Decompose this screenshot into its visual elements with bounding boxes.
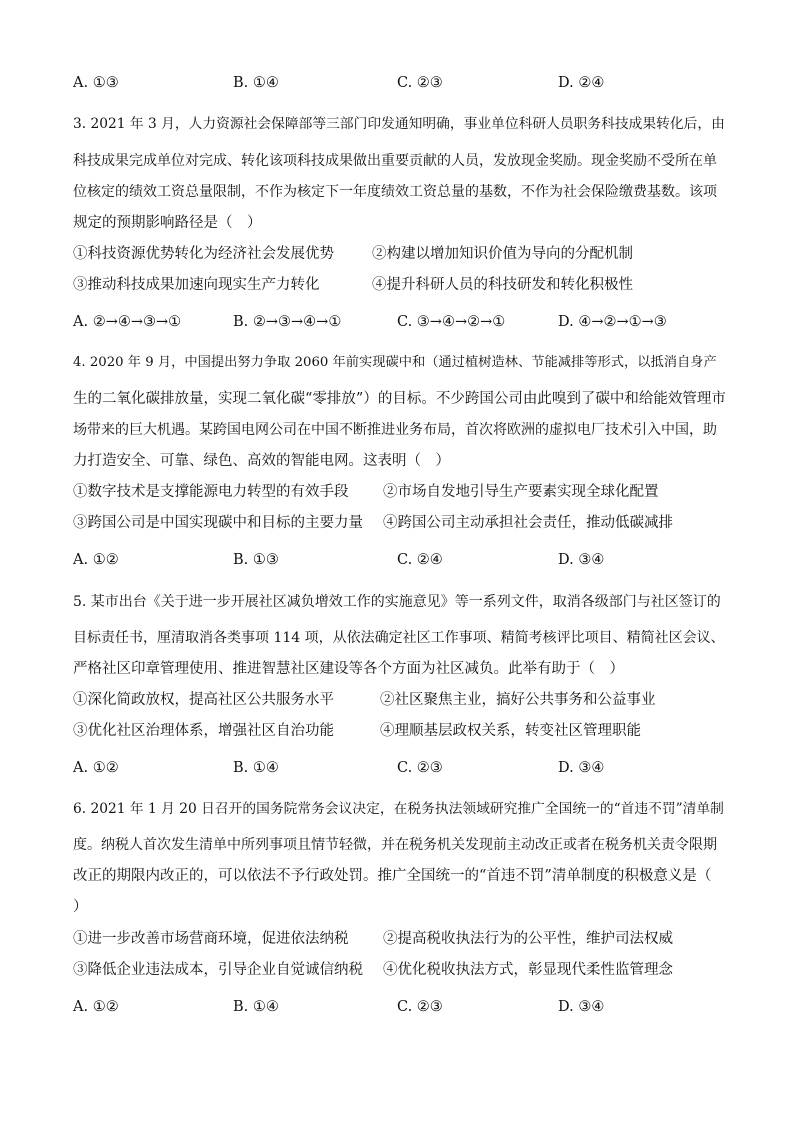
question-4-line: 力打造安全、可靠、绿色、高效的智能电网。这表明（ ）	[73, 453, 450, 469]
statement-1: ①深化简政放权，提高社区公共服务水平	[73, 692, 334, 708]
statement-4: ④提升科研人员的科技研发和转化积极性	[372, 277, 633, 293]
statement-3: ③跨国公司是中国实现碳中和目标的主要力量	[73, 515, 363, 531]
option-d: D. ②④	[558, 75, 605, 91]
option-a: A. ①②	[73, 552, 119, 568]
statement-3: ③降低企业违法成本，引导企业自觉诚信纳税	[73, 962, 363, 978]
option-d: D. ④→②→①→③	[558, 314, 667, 330]
option-d: D. ③④	[558, 999, 605, 1015]
option-c: C. ②③	[397, 760, 443, 776]
question-6-line: 改正的期限内改正的，可以依法不予行政处罚。推广全国统一的“首违不罚”清单制度的积极意义是（	[73, 868, 712, 884]
statement-4: ④优化税收执法方式，彰显现代柔性监管理念	[383, 962, 673, 978]
question-4-line: 场带来的巨大机遇。某跨国电网公司在中国不断推进业务布局，首次将欧洲的虚拟电厂技术引入中国，助	[73, 422, 717, 438]
question-5-line: 严格社区印章管理使用、推进智慧社区建设等各个方面为社区减负。此举有助于（ ）	[73, 661, 624, 677]
question-3-line: 3. 2021 年 3 月，人力资源社会保障部等三部门印发通知明确，事业单位科研人员职务科技成果转化后，由	[73, 116, 725, 132]
statement-2: ②构建以增加知识价值为导向的分配机制	[372, 246, 633, 262]
option-a: A. ①②	[73, 760, 119, 776]
question-6-line: ）	[73, 899, 88, 915]
option-c: C. ②③	[397, 999, 443, 1015]
question-3-line: 科技成果完成单位对完成、转化该项科技成果做出重要贡献的人员，发放现金奖励。现金奖励不受所在单	[73, 153, 717, 169]
question-4-line: 生的二氧化碳排放量，实现二氧化碳“零排放”）的目标。不少跨国公司由此嗅到了碳中和给能效管理市	[73, 391, 726, 407]
option-a: A. ②→④→③→①	[73, 314, 182, 330]
option-d: D. ③④	[558, 552, 605, 568]
question-3-line: 位核定的绩效工资总量限制，不作为核定下一年度绩效工资总量的基数，不作为社会保险缴费基数。该项	[73, 184, 717, 200]
option-b: B. ①④	[233, 999, 279, 1015]
statement-2: ②市场自发地引导生产要素实现全球化配置	[383, 484, 659, 500]
question-5-line: 目标责任书，厘清取消各类事项 114 项，从依法确定社区工作事项、精简考核评比项目、精简社区会议、	[73, 630, 725, 646]
statement-2: ②提高税收执法行为的公平性，维护司法权威	[383, 931, 673, 947]
statement-1: ①进一步改善市场营商环境，促进依法纳税	[73, 931, 349, 947]
statement-1: ①数字技术是支撑能源电力转型的有效手段	[73, 484, 349, 500]
option-c: C. ②③	[397, 75, 443, 91]
option-c: C. ③→④→②→①	[397, 314, 506, 330]
question-5-line: 5. 某市出台《关于进一步开展社区减负增效工作的实施意见》等一系列文件，取消各级部门与社区签订的	[73, 594, 721, 610]
statement-2: ②社区聚焦主业，搞好公共事务和公益事业	[380, 692, 656, 708]
option-b: B. ①④	[233, 760, 279, 776]
question-3-line: 规定的预期影响路径是（ ）	[73, 215, 262, 231]
option-a: A. ①③	[73, 75, 119, 91]
question-6-line: 度。纳税人首次发生清单中所列事项且情节轻微，并在税务机关发现前主动改正或者在税务机关责令限期	[73, 837, 717, 853]
question-4-line: 4. 2020 年 9 月，中国提出努力争取 2060 年前实现碳中和（通过植树造林、节能减排等形式，以抵消自身产	[73, 355, 717, 370]
option-d: D. ③④	[558, 760, 605, 776]
statement-4: ④跨国公司主动承担社会责任，推动低碳减排	[383, 515, 673, 531]
question-6-line: 6. 2021 年 1 月 20 日召开的国务院常务会议决定，在税务执法领域研究推广全国统一的“首违不罚”清单制	[73, 801, 724, 817]
statement-4: ④理顺基层政权关系，转变社区管理职能	[380, 723, 641, 739]
option-c: C. ②④	[397, 552, 443, 568]
option-b: B. ①③	[233, 552, 279, 568]
option-a: A. ①②	[73, 999, 119, 1015]
statement-1: ①科技资源优势转化为经济社会发展优势	[73, 246, 334, 262]
option-b: B. ②→③→④→①	[233, 314, 342, 330]
statement-3: ③推动科技成果加速向现实生产力转化	[73, 277, 320, 293]
option-b: B. ①④	[233, 75, 279, 91]
statement-3: ③优化社区治理体系，增强社区自治功能	[73, 723, 334, 739]
